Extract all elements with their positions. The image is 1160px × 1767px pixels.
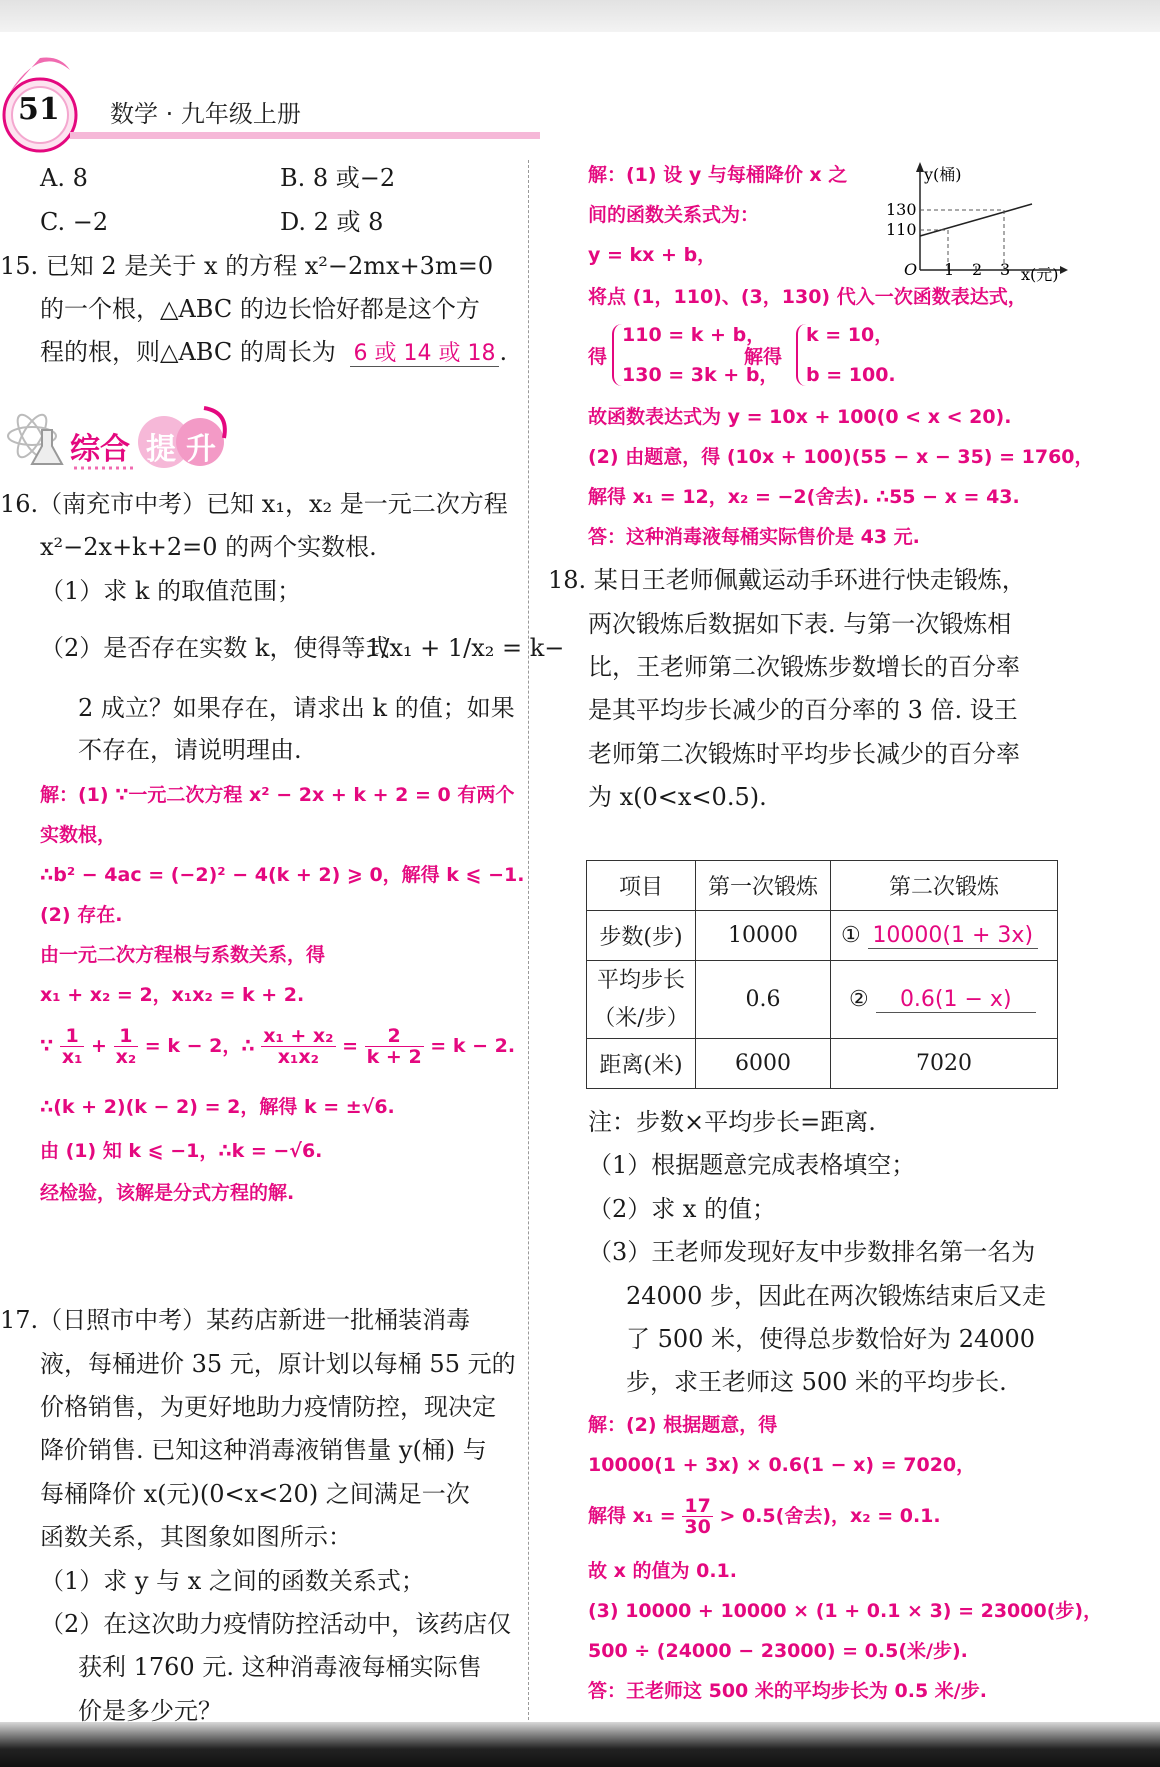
q15-line3-text: 程的根，则△ABC 的周长为 [40, 338, 336, 366]
page-number: 51 [18, 92, 60, 127]
q17-part2-line3: 价是多少元？ [78, 1697, 222, 1722]
section-title-b: 提 [146, 432, 176, 467]
q17-solution-line5: 故函数表达式为 y = 10x + 100(0 < x < 20). [588, 406, 1012, 428]
table-header-first: 第一次锻炼 [696, 861, 831, 911]
q18-line4: 是其平均步长减少的百分率的 3 倍. 设王 [588, 696, 1018, 724]
q18-part1: （1）根据题意完成表格填空； [588, 1151, 916, 1179]
q15-line1: 15. 已知 2 是关于 x 的方程 x²−2mx+3m=0 [0, 252, 494, 280]
q18-line3: 比，王老师第二次锻炼步数增长的百分率 [588, 653, 1020, 681]
q18-line2: 两次锻炼后数据如下表. 与第一次锻炼相 [588, 610, 1012, 638]
exercise-data-table [586, 860, 1058, 1089]
q16-solution-line2: 实数根， [40, 824, 117, 846]
q18-solution-line1: 解：(2) 根据题意，得 [588, 1414, 778, 1436]
system-brace-1 [612, 324, 622, 386]
q16-solution-line3: ∴b² − 4ac = (−2)² − 4(k + 2) ⩾ 0，解得 k ⩽ −1. [40, 864, 525, 886]
q17-solution-line2: 间的函数关系式为： [588, 204, 760, 226]
option-d: D. 2 或 8 [280, 208, 384, 236]
graph-y-130: 130 [886, 200, 917, 219]
fraction-numerator: 17 [684, 1495, 711, 1517]
q18-part2: （2）求 x 的值； [588, 1195, 777, 1223]
graph-x-label: x(元) [1021, 265, 1059, 284]
table-header-second: 第二次锻炼 [831, 861, 1058, 911]
solution-text-a: 解得 x₁ = [588, 1505, 676, 1527]
table-header-row [587, 861, 1058, 911]
q18-line5: 老师第二次锻炼时平均步长减少的百分率 [588, 740, 1020, 768]
q17-line1: 17.（日照市中考）某药店新进一批桶装消毒 [0, 1306, 471, 1334]
graph-y-110: 110 [886, 220, 917, 239]
q18-part3-line4: 步，求王老师这 500 米的平均步长. [626, 1368, 1007, 1396]
table-cell-answer [831, 911, 1058, 961]
section-title-c: 升 [186, 432, 216, 467]
section-title-a: 综合 [70, 432, 130, 467]
solution-text-b: > 0.5(舍去)，x₂ = 0.1. [719, 1505, 941, 1527]
circle-marker-2: ② [849, 986, 869, 1012]
q16-solution-line5: 由一元二次方程根与系数关系，得 [40, 944, 326, 966]
q17-result-k: k = 10， [806, 324, 894, 346]
q18-line6: 为 x(0<x<0.5). [588, 783, 767, 811]
because-symbol: ∵ [40, 1035, 54, 1057]
top-shadow [0, 0, 1160, 32]
q16-solution-line1: 解：(1) ∵一元二次方程 x² − 2x + k + 2 = 0 有两个 [40, 784, 515, 806]
q17-solution-line7: 解得 x₁ = 12，x₂ = −2(舍去). ∴55 − x = 43. [588, 486, 1020, 508]
graph-y-label: y(桶) [924, 165, 962, 184]
q17-part2-line2: 获利 1760 元. 这种消毒液每桶实际售 [78, 1653, 482, 1681]
q17-system-eq1: 110 = k + b， [622, 324, 766, 346]
table-cell [587, 961, 696, 1039]
table-answer-steps: 10000(1 + 3x) [868, 923, 1038, 949]
q16-solution-line9: 由 (1) 知 k ⩽ −1，∴k = −√6. [40, 1140, 323, 1162]
table-cell: 步数(步) [587, 911, 696, 961]
q18-solution-line5: (3) 10000 + 10000 × (1 + 0.1 × 3) = 23000(步)， [588, 1600, 1103, 1622]
q17-line4: 降价销售. 已知这种消毒液销售量 y(桶) 与 [40, 1436, 487, 1464]
option-b: B. 8 或−2 [280, 164, 396, 192]
table-cell: 7020 [831, 1039, 1058, 1089]
q16-solution-line10: 经检验，该解是分式方程的解. [40, 1182, 295, 1204]
graph-x-3: 3 [1000, 260, 1011, 279]
table-header-item: 项目 [587, 861, 696, 911]
q18-part3-line2: 24000 步，因此在两次锻炼结束后又走 [626, 1282, 1046, 1310]
q16-part2-line3: 不存在，请说明理由. [78, 736, 302, 764]
q17-solution-jd: 解得 [744, 346, 783, 368]
q16-solution-line7: ∵ $\frac{1}{\text{x₁}}$ + $\frac{1}{\text{x₂}}$ = k − 2，∴ $\frac{\text{x₁ + x₂}}{\text{x₁x₂}}$ = $\frac{2}{k + 2}$ = k − 2. [40, 1025, 516, 1068]
graph-x-1: 1 [944, 260, 955, 279]
q18-solution-line6: 500 ÷ (24000 − 23000) = 0.5(米/步). [588, 1640, 968, 1662]
textbook-page [0, 32, 1160, 1722]
q17-line2: 液，每桶进价 35 元，原计划以每桶 55 元的 [40, 1350, 516, 1378]
table-cell-line: （米/步） [593, 1005, 689, 1031]
q16-solution-line4: (2) 存在. [40, 904, 123, 926]
option-c: C. −2 [40, 208, 109, 236]
q17-line3: 价格销售，为更好地助力疫情防控，现决定 [40, 1393, 496, 1421]
graph-x-2: 2 [972, 260, 983, 279]
q17-solution-line3: y = kx + b， [588, 244, 717, 266]
table-cell: 10000 [696, 911, 831, 961]
q17-solution-de: 得 [588, 346, 608, 368]
q16-part2-line2: 2 成立？如果存在，请求出 k 的值；如果 [78, 694, 515, 722]
q18-solution-line4: 故 x 的值为 0.1. [588, 1560, 737, 1582]
table-answer-step-length: 0.6(1 − x) [876, 987, 1036, 1013]
q17-line6: 函数关系，其图象如图所示： [40, 1523, 352, 1551]
q17-solution-line8: 答：这种消毒液每桶实际售价是 43 元. [588, 526, 920, 548]
q17-part1: （1）求 y 与 x 之间的函数关系式； [40, 1567, 425, 1595]
option-a: A. 8 [40, 164, 88, 192]
q15-answer: 6 或 14 或 18 [350, 342, 500, 367]
q15-line2: 的一个根，△ABC 的边长恰好都是这个方 [40, 295, 480, 323]
fraction-denominator: 30 [684, 1516, 711, 1538]
table-cell-line: 平均步长 [596, 967, 685, 993]
q18-line1: 18. 某日王老师佩戴运动手环进行快走锻炼， [548, 566, 1026, 594]
table-row [587, 961, 1058, 1039]
table-cell-answer [831, 961, 1058, 1039]
q16-part2-equation: 1/x₁ + 1/x₂ = k− [366, 634, 565, 662]
q17-system-eq2: 130 = 3k + b， [622, 364, 779, 386]
q17-result-b: b = 100. [806, 364, 896, 386]
q17-line5: 每桶降价 x(元)(0<x<20) 之间满足一次 [40, 1480, 470, 1508]
q16-part1: （1）求 k 的取值范围； [40, 577, 302, 605]
table-cell: 0.6 [696, 961, 831, 1039]
system-brace-2 [796, 324, 806, 386]
q18-solution-line7: 答：王老师这 500 米的平均步长为 0.5 米/步. [588, 1680, 987, 1702]
q18-solution-line2: 10000(1 + 3x) × 0.6(1 − x) = 7020， [588, 1454, 976, 1476]
q18-part3-line1: （3）王老师发现好友中步数排名第一名为 [588, 1238, 1036, 1266]
graph-origin: O [904, 260, 918, 279]
table-row [587, 1039, 1058, 1089]
q16-solution-line6: x₁ + x₂ = 2，x₁x₂ = k + 2. [40, 984, 305, 1006]
q18-part3-line3: 了 500 米，使得总步数恰好为 24000 [626, 1325, 1036, 1353]
table-cell: 距离(米) [587, 1039, 696, 1089]
solution-eq-b: = k − 2. [430, 1035, 516, 1057]
q17-solution-line1: 解：(1) 设 y 与每桶降价 x 之 [588, 164, 848, 186]
q16-line2: x²−2x+k+2=0 的两个实数根. [40, 533, 377, 561]
q18-note: 注：步数×平均步长=距离. [588, 1108, 876, 1136]
q17-solution-line6: (2) 由题意，得 (10x + 100)(55 − x − 35) = 1760， [588, 446, 1094, 468]
q17-solution-line4: 将点 (1，110)、(3，130) 代入一次函数表达式， [588, 286, 1027, 308]
bottom-edge [0, 1722, 1160, 1767]
q18-solution-line3 [588, 1496, 941, 1537]
solution-eq-a: = k − 2，∴ [144, 1035, 255, 1057]
q17-part2-line1: （2）在这次助力疫情防控活动中，该药店仅 [40, 1610, 512, 1638]
q16-solution-line8: ∴(k + 2)(k − 2) = 2，解得 k = ±√6. [40, 1096, 395, 1118]
table-row [587, 911, 1058, 961]
column-divider [528, 160, 529, 1722]
q16-line1: 16.（南充市中考）已知 x₁，x₂ 是一元二次方程 [0, 490, 508, 518]
q16-part2-line1: （2）是否存在实数 k，使得等式 [40, 634, 390, 662]
circle-marker-1: ① [841, 922, 861, 948]
page-header-title: 数学 · 九年级上册 [110, 100, 301, 128]
table-cell: 6000 [696, 1039, 831, 1089]
q15-line3: 程的根，则△ABC 的周长为 6 或 14 或 18 . [40, 338, 508, 366]
